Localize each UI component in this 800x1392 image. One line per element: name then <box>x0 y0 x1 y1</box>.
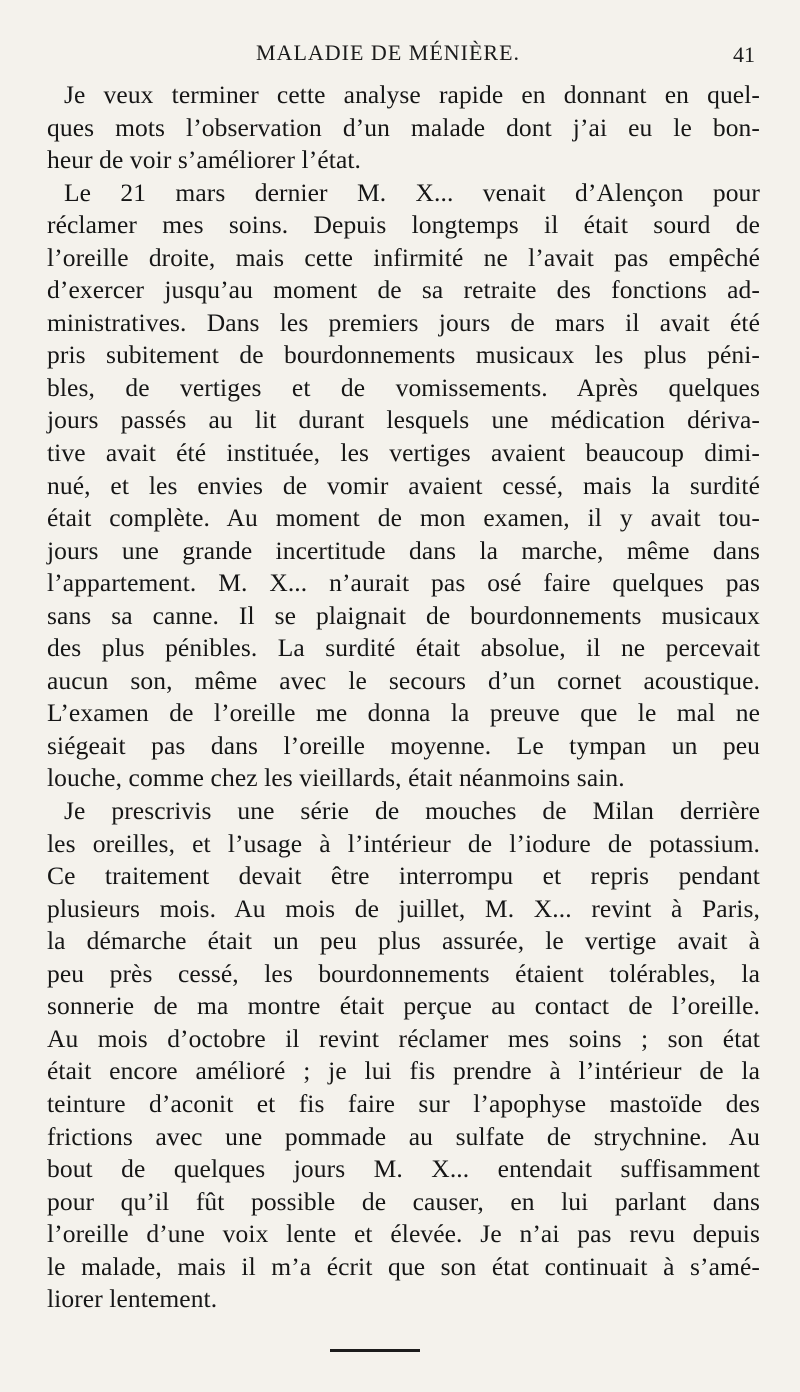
text-line: le malade, mais il m’a écrit que son état continuait à s’amé- <box>47 1251 760 1281</box>
end-rule <box>330 1349 420 1352</box>
text-line: tive avait été instituée, les vertiges avaient beaucoup dimi- <box>47 438 760 468</box>
text-line: Ce traitement devait être interrompu et repris pendant <box>47 861 760 891</box>
text-line: bles, de vertiges et de vomissements. Après quelques <box>47 372 760 402</box>
text-line: était encore amélioré ; je lui fis prendre à l’intérieur de la <box>47 1056 760 1086</box>
text-line: jours passés au lit durant lesquels une médication dériva- <box>47 405 760 435</box>
text-line: Au mois d’octobre il revint réclamer mes soins ; son état <box>47 1023 760 1053</box>
text-line: Le 21 mars dernier M. X... venait d’Alençon pour <box>64 177 760 207</box>
text-line: était complète. Au moment de mon examen, il y avait tou- <box>47 503 760 533</box>
text-line: la démarche était un peu plus assurée, le vertige avait à <box>47 926 760 956</box>
text-line: L’examen de l’oreille me donna la preuve que le mal ne <box>47 698 760 728</box>
text-line: d’exercer jusqu’au moment de sa retraite des fonctions ad- <box>47 275 760 305</box>
text-line: pour qu’il fût possible de causer, en lui parlant dans <box>47 1186 760 1216</box>
text-line: jours une grande incertitude dans la marche, même dans <box>47 535 760 565</box>
text-line: l’oreille droite, mais cette infirmité ne l’avait pas empêché <box>47 242 760 272</box>
paragraph <box>47 79 760 177</box>
text-line: heur de voir s’améliorer l’état. <box>47 145 362 175</box>
text-line: l’oreille d’une voix lente et élevée. Je n’ai pas revu depuis <box>47 1219 760 1249</box>
text-line: Je prescrivis une série de mouches de Milan derrière <box>64 796 760 826</box>
paragraph <box>47 795 760 1316</box>
text-line: Je veux terminer cette analyse rapide en donnant en quel- <box>64 80 760 109</box>
body-text <box>47 79 760 1316</box>
text-line: sans sa canne. Il se plaignait de bourdonnements musicaux <box>47 600 760 630</box>
text-line: bout de quelques jours M. X... entendait suffisamment <box>47 1154 760 1184</box>
text-line: peu près cessé, les bourdonnements étaient tolérables, la <box>47 958 760 988</box>
running-head-title: MALADIE DE MÉNIÈRE. <box>256 40 521 65</box>
text-line: réclamer mes soins. Depuis longtemps il était sourd de <box>47 210 760 240</box>
text-line: liorer lentement. <box>47 1284 218 1314</box>
paragraph <box>47 177 760 795</box>
text-line: l’appartement. M. X... n’aurait pas osé faire quelques pas <box>47 568 760 598</box>
text-line: ques mots l’observation d’un malade dont j’ai eu le bon- <box>47 112 760 142</box>
text-line: nué, et les envies de vomir avaient cessé, mais la surdité <box>47 470 760 500</box>
text-line: pris subitement de bourdonnements musicaux les plus péni- <box>47 340 760 370</box>
text-line: ministratives. Dans les premiers jours de mars il avait été <box>47 307 760 337</box>
text-line: sonnerie de ma montre était perçue au contact de l’oreille. <box>47 991 760 1021</box>
text-line: siégeait pas dans l’oreille moyenne. Le tympan un peu <box>47 730 760 760</box>
text-line: plusieurs mois. Au mois de juillet, M. X... revint à Paris, <box>47 893 760 923</box>
text-line: les oreilles, et l’usage à l’intérieur de l’iodure de potassium. <box>47 828 760 858</box>
text-line: aucun son, même avec le secours d’un cornet acoustique. <box>47 665 760 695</box>
text-line: des plus pénibles. La surdité était absolue, il ne percevait <box>47 633 760 663</box>
text-line: teinture d’aconit et fis faire sur l’apophyse mastoïde des <box>47 1088 760 1118</box>
text-line: frictions avec une pommade au sulfate de strychnine. Au <box>47 1121 760 1151</box>
page-number: 41 <box>733 42 755 67</box>
running-head <box>0 40 800 70</box>
text-line: louche, comme chez les vieillards, était néanmoins sain. <box>47 763 625 793</box>
